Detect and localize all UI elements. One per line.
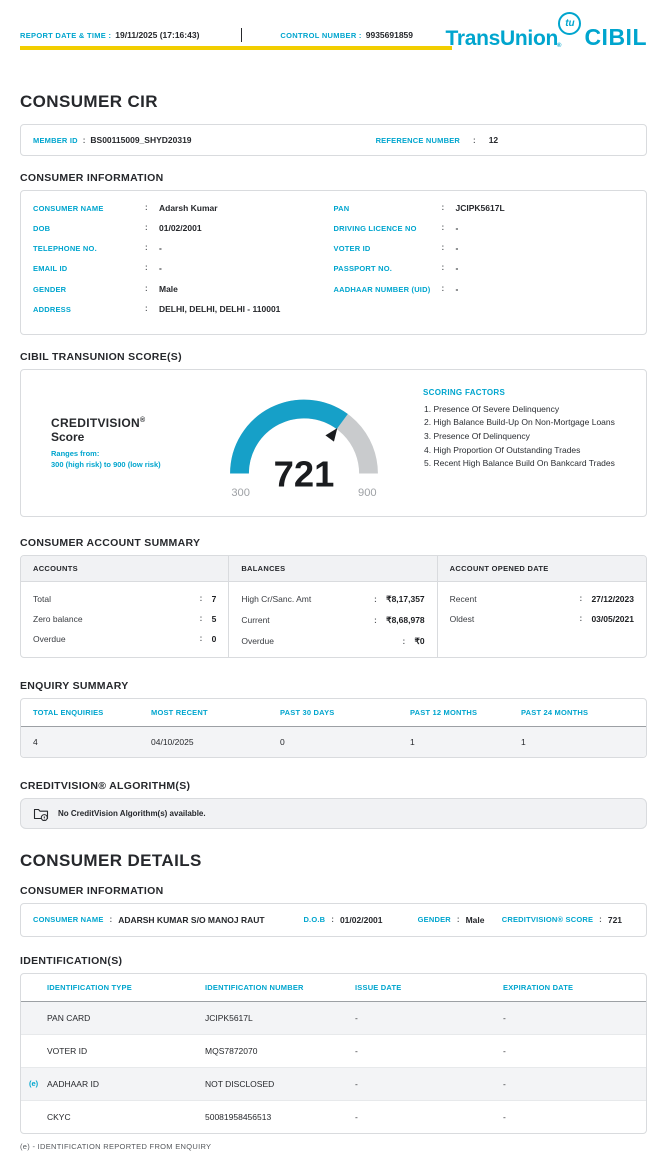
cell-issue-date: - — [355, 1078, 358, 1089]
section-heading: CONSUMER INFORMATION — [20, 172, 164, 184]
identifications-header-row — [21, 974, 646, 1002]
info-row: AADHAAR NUMBER (UID) : - — [334, 284, 635, 295]
summary-row: Overdue : ₹0 — [241, 635, 425, 647]
summary-row: Zero balance : 5 — [33, 613, 217, 624]
member-id-value: BS00115009_SHYD20319 — [90, 135, 192, 145]
info-row: ADDRESS : DELHI, DELHI, DELHI - 110001 — [33, 304, 334, 315]
logo-registered-mark: ® — [557, 43, 562, 49]
column-header: PAST 30 DAYS — [280, 707, 335, 717]
row-flag — [29, 1013, 47, 1023]
cell: 4 — [33, 736, 38, 747]
row-value: 27/12/2023 — [591, 593, 634, 604]
info-row: PAN : JCIPK5617L — [334, 203, 635, 214]
identifications-section — [20, 955, 647, 1151]
cell-number: JCIPK5617L — [205, 1012, 253, 1023]
column-header: IDENTIFICATION NUMBER — [205, 982, 304, 992]
row-label: Recent — [449, 593, 477, 604]
consumer-info-left-column — [33, 203, 334, 324]
table-row — [21, 1002, 646, 1035]
field-label: GENDER — [33, 284, 67, 294]
consumer-info-right-column — [334, 203, 635, 324]
logo-cibil-text: CIBIL — [584, 24, 647, 50]
field-value: 01/02/2001 — [159, 223, 202, 234]
summary-row: Current : ₹8,68,978 — [241, 614, 425, 626]
tu-circle-icon: tu — [558, 12, 581, 35]
member-box — [20, 124, 647, 156]
control-number-label: CONTROL NUMBER : — [280, 30, 362, 40]
scoring-factor: 2. High Balance Build-Up On Non-Mortgage Loans — [424, 416, 630, 430]
creditvision-title: CREDITVISION® — [51, 416, 146, 431]
cell: 04/10/2025 — [151, 736, 194, 747]
report-date-value: 19/11/2025 (17:16:43) — [115, 30, 200, 40]
section-heading: CONSUMER INFORMATION — [20, 884, 164, 897]
field-value: - — [455, 223, 459, 234]
balances-panel — [229, 556, 437, 657]
info-row: TELEPHONE NO. : - — [33, 243, 334, 254]
info-row: EMAIL ID : - — [33, 263, 334, 274]
field-value: 01/02/2001 — [339, 914, 383, 925]
field-value: ADARSH KUMAR S/O MANOJ RAUT — [118, 914, 265, 925]
cell-type: CKYC — [47, 1111, 71, 1122]
section-heading: CIBIL TRANSUNION SCORE(S) — [20, 350, 182, 363]
enquiry-summary-section — [20, 680, 647, 758]
summary-row: Total : 7 — [33, 593, 217, 604]
score-section — [20, 351, 647, 517]
detail-pair: CONSUMER NAME : ADARSH KUMAR S/O MANOJ RAUT — [33, 914, 265, 925]
field-value: - — [159, 263, 162, 274]
detail-pair: CREDITVISION® SCORE : 721 — [501, 914, 623, 925]
ranges-text: 300 (high risk) to 900 (low risk) — [51, 460, 161, 470]
score-gauge-wrap — [209, 384, 399, 502]
field-label: CONSUMER NAME — [33, 204, 104, 213]
page-title: CONSUMER CIR — [20, 92, 158, 111]
scoring-factors — [423, 384, 630, 502]
account-summary-section — [20, 537, 647, 658]
row-flag: (e) — [29, 1078, 39, 1088]
cell-type: AADHAAR ID — [47, 1078, 99, 1089]
cell-type: PAN CARD — [47, 1012, 91, 1023]
enquiry-summary-box — [20, 698, 647, 758]
panel-header: ACCOUNTS — [21, 556, 228, 582]
field-label: DRIVING LICENCE NO — [333, 224, 417, 234]
field-value: Male — [159, 283, 178, 294]
scoring-factors-heading: SCORING FACTORS — [423, 387, 506, 397]
row-label: Total — [33, 593, 51, 604]
field-value: 721 — [607, 914, 623, 925]
reference-number-value: 12 — [488, 135, 499, 145]
meta-divider — [241, 28, 242, 42]
cell: 1 — [521, 736, 526, 747]
member-id — [33, 135, 376, 145]
ranges-label: Ranges from: — [51, 449, 100, 459]
cell-issue-date: - — [355, 1111, 358, 1122]
gauge-max-label: 900 — [358, 486, 377, 499]
field-label: PAN — [333, 204, 350, 213]
scoring-factor: 3. Presence Of Delinquency — [424, 430, 630, 444]
detail-pair: D.O.B : 01/02/2001 — [303, 914, 383, 925]
opened-date-panel — [438, 556, 646, 657]
folder-info-icon — [33, 806, 49, 821]
summary-row: Oldest : 03/05/2021 — [449, 613, 634, 624]
cell-type: VOTER ID — [47, 1045, 88, 1056]
cell: 1 — [410, 736, 415, 747]
column-header: ISSUE DATE — [355, 982, 402, 992]
cell-expiration-date: - — [503, 1012, 506, 1023]
reference-number-label: REFERENCE NUMBER — [375, 135, 461, 145]
row-label: Zero balance — [33, 613, 83, 624]
panel-header: ACCOUNT OPENED DATE — [438, 556, 646, 582]
row-label: Overdue — [241, 636, 274, 647]
field-label: TELEPHONE NO. — [33, 244, 97, 254]
account-summary-box — [20, 555, 647, 658]
table-row — [21, 1101, 646, 1133]
scoring-factor: 5. Recent High Balance Build On Bankcard Trades — [424, 457, 630, 471]
row-flag — [29, 1112, 47, 1122]
row-value: ₹0 — [414, 635, 425, 646]
summary-row: Recent : 27/12/2023 — [449, 593, 634, 604]
field-label: D.O.B — [303, 915, 326, 925]
no-algorithms-message: No CreditVision Algorithm(s) available. — [58, 808, 206, 818]
field-value: - — [159, 243, 162, 254]
colon: : — [473, 135, 476, 145]
colon: : — [82, 135, 86, 145]
score-box — [20, 369, 647, 517]
info-row: PASSPORT NO. : - — [334, 263, 635, 274]
identifications-table — [20, 973, 647, 1134]
enquiry-data-row — [21, 727, 646, 757]
report-header — [20, 0, 647, 62]
cell-issue-date: - — [355, 1045, 358, 1056]
field-label: PASSPORT NO. — [333, 264, 393, 274]
field-label: DOB — [33, 224, 51, 234]
info-row: DRIVING LICENCE NO : - — [334, 223, 635, 234]
summary-row: Overdue : 0 — [33, 633, 217, 644]
row-flag — [29, 1046, 47, 1056]
score-product — [37, 416, 205, 469]
row-label: High Cr/Sanc. Amt — [241, 594, 312, 605]
row-value: 0 — [211, 633, 217, 644]
column-header: PAST 24 MONTHS — [521, 707, 589, 717]
column-header: EXPIRATION DATE — [503, 982, 574, 992]
consumer-details-title: CONSUMER DETAILS — [20, 850, 202, 870]
section-heading: CREDITVISION® ALGORITHM(S) — [20, 779, 191, 792]
creditvision-subtitle: Score — [51, 430, 85, 445]
info-row: VOTER ID : - — [334, 243, 635, 254]
row-label: Oldest — [449, 613, 475, 624]
column-header: PAST 12 MONTHS — [410, 707, 478, 717]
yellow-rule — [20, 46, 452, 50]
cell-number: NOT DISCLOSED — [205, 1078, 275, 1089]
gauge-min-label: 300 — [231, 486, 250, 499]
summary-row: High Cr/Sanc. Amt : ₹8,17,357 — [241, 593, 425, 605]
detail-pair: GENDER : Male — [417, 914, 485, 925]
cell-expiration-date: - — [503, 1078, 506, 1089]
cell-expiration-date: - — [503, 1045, 506, 1056]
table-row — [21, 1068, 646, 1101]
section-heading: CONSUMER ACCOUNT SUMMARY — [20, 536, 201, 549]
scoring-factors-list — [424, 403, 630, 471]
field-label: EMAIL ID — [33, 264, 68, 274]
info-row: GENDER : Male — [33, 284, 334, 295]
info-row: CONSUMER NAME : Adarsh Kumar — [33, 203, 334, 214]
field-value: - — [455, 263, 459, 274]
field-label: VOTER ID — [333, 244, 371, 254]
column-header: IDENTIFICATION TYPE — [47, 982, 132, 992]
cell: 0 — [280, 736, 285, 747]
enquiry-header-row — [21, 699, 646, 727]
scoring-factor: 1. Presence Of Severe Delinquency — [424, 403, 630, 417]
field-value: Adarsh Kumar — [159, 203, 218, 213]
row-value: ₹8,17,357 — [386, 593, 425, 604]
algorithms-section — [20, 780, 647, 829]
report-date-label: REPORT DATE & TIME : — [20, 30, 112, 40]
panel-header: BALANCES — [229, 556, 436, 582]
info-row: DOB : 01/02/2001 — [33, 223, 334, 234]
row-value: 7 — [211, 593, 217, 604]
row-value: 5 — [211, 613, 217, 624]
consumer-details-box — [20, 903, 647, 937]
identifications-footnote: (e) - IDENTIFICATION REPORTED FROM ENQUIRY — [20, 1141, 212, 1151]
section-heading: IDENTIFICATION(S) — [20, 954, 123, 967]
row-label: Current — [241, 615, 270, 626]
column-header: TOTAL ENQUIRIES — [33, 707, 104, 717]
logo-transunion-text: TransUnion — [445, 27, 559, 50]
column-header: MOST RECENT — [151, 707, 208, 717]
section-heading: ENQUIRY SUMMARY — [20, 679, 129, 692]
table-row — [21, 1035, 646, 1068]
cell-number: MQS7872070 — [205, 1045, 258, 1056]
control-number-value: 9935691859 — [365, 30, 414, 40]
row-label: Overdue — [33, 633, 66, 644]
field-value: JCIPK5617L — [455, 203, 505, 213]
member-id-label: MEMBER ID — [33, 135, 78, 145]
transunion-cibil-logo — [446, 12, 648, 51]
cell-issue-date: - — [355, 1012, 358, 1023]
cell-number: 50081958456513 — [205, 1111, 272, 1122]
field-label: GENDER — [417, 915, 451, 925]
gauge-score-value: 721 — [273, 453, 335, 495]
field-value: - — [455, 283, 459, 294]
field-value: - — [455, 243, 459, 254]
no-algorithms-box — [20, 798, 647, 829]
field-label: ADDRESS — [33, 304, 72, 314]
consumer-information-box — [20, 190, 647, 335]
field-value: DELHI, DELHI, DELHI - 110001 — [159, 303, 281, 314]
report-meta — [20, 28, 413, 42]
field-label: CONSUMER NAME — [33, 915, 104, 925]
scoring-factor: 4. High Proportion Of Outstanding Trades — [424, 444, 630, 458]
accounts-panel — [21, 556, 229, 657]
field-label: CREDITVISION® SCORE — [501, 915, 594, 925]
score-gauge — [216, 382, 392, 504]
cell-expiration-date: - — [503, 1111, 506, 1122]
field-value: Male — [465, 914, 485, 925]
reference-number — [376, 135, 499, 145]
row-value: 03/05/2021 — [591, 613, 634, 624]
consumer-information-section — [20, 172, 647, 335]
field-label: AADHAAR NUMBER (UID) — [333, 284, 431, 294]
row-value: ₹8,68,978 — [386, 614, 425, 625]
